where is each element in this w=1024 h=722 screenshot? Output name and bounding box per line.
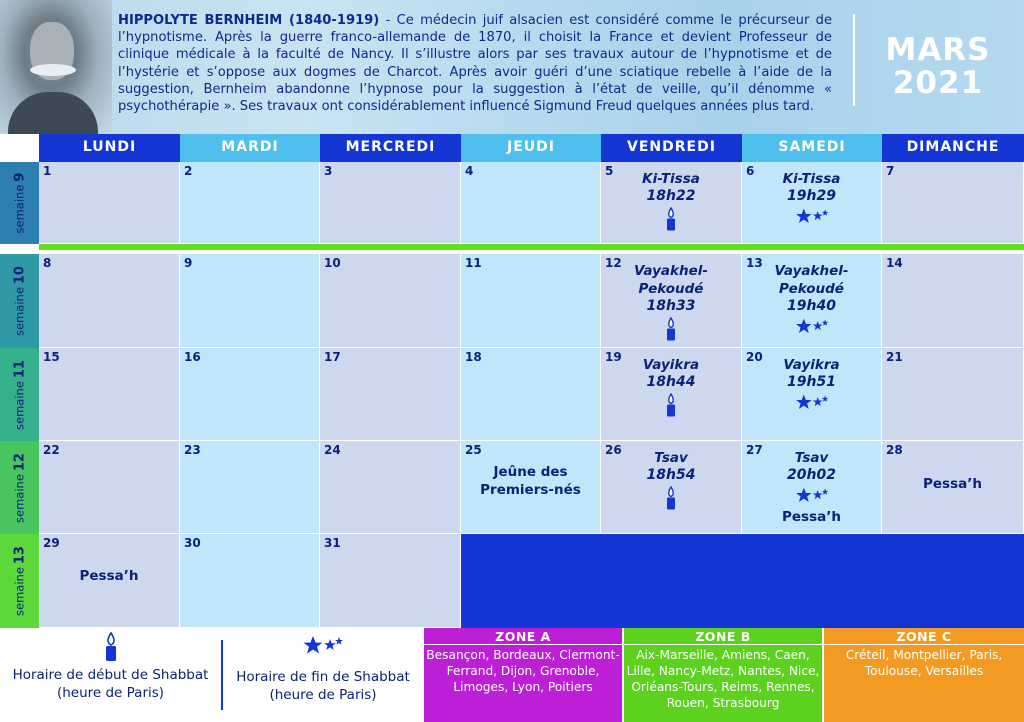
zone-title: ZONE A [424,628,622,645]
month-year: 2021 [892,65,984,101]
day-number: 31 [324,536,341,550]
zone-c [824,628,1024,722]
day-cell-16[interactable] [180,348,320,441]
month-title [864,34,1012,100]
week-label-9 [0,162,39,244]
candle-icon [0,632,221,666]
day-cell-29[interactable] [39,534,180,628]
zone-cities: Aix-Marseille, Amiens, Caen, Lille, Nancy-Metz, Nantes, Nice, Orléans-Tours, Reims, Rennes, Rouen, Strasbourg [626,648,820,710]
holiday-label: Pessa’h [782,509,841,525]
biography-text [118,12,832,115]
shabbat-time: 18h54 [646,467,696,483]
portrait-coat [8,92,98,134]
parasha-name: Tsav [654,450,688,466]
day-number: 27 [746,443,763,457]
parasha-name: Ki-Tissa [782,171,841,187]
day-number: 17 [324,350,341,364]
day-number: 11 [465,256,482,270]
week-label-text [12,453,27,523]
week-number: 9 [12,172,27,182]
week-label-text [12,266,27,336]
month-name: MARS [885,32,991,68]
zone-cities: Créteil, Montpellier, Paris, Toulouse, Versailles [845,648,1003,678]
candle-icon [601,486,741,514]
day-header-lundi: LUNDI [39,134,180,162]
day-number: 6 [746,164,755,178]
day-cell-26[interactable] [601,441,742,534]
day-cell-20[interactable] [742,348,882,441]
day-number: 20 [746,350,763,364]
week-label-text [12,173,27,234]
day-cell-14[interactable] [882,254,1024,348]
day-number: 22 [43,443,60,457]
legend-start-label: Horaire de début de Shabbat [12,667,209,683]
day-number: 23 [184,443,201,457]
day-number: 10 [324,256,341,270]
day-header-jeudi: JEUDI [461,134,601,162]
shabbat-time: 18h22 [646,188,696,204]
day-cell-4[interactable] [461,162,601,244]
day-cell-18[interactable] [461,348,601,441]
parasha-name: Vayakhel- Pekoudé [774,263,849,297]
day-number: 9 [184,256,193,270]
portrait-image [0,0,112,134]
day-cell-12[interactable] [601,254,742,348]
day-number: 18 [465,350,482,364]
week-word: semaine [12,473,26,523]
day-cell-10[interactable] [320,254,461,348]
day-header-mercredi: MERCREDI [320,134,461,162]
holiday-label: Pessa’h [79,568,139,584]
biography-name: HIPPOLYTE BERNHEIM (1840-1919) [118,13,380,28]
shabbat-time: 18h33 [646,298,696,314]
zone-title: ZONE B [624,628,822,645]
day-number: 13 [746,256,763,270]
day-number: 26 [605,443,622,457]
day-header-mardi: MARDI [180,134,320,162]
empty-month-area [461,534,1024,628]
zone-b [624,628,822,722]
day-cell-22[interactable] [39,441,180,534]
parasha-name: Vayakhel- Pekoudé [634,263,708,297]
day-header-vendredi: VENDREDI [601,134,742,162]
day-header-samedi: SAMEDI [742,134,882,162]
week-label-text [12,360,27,430]
legend-end-sub: (heure de Paris) [269,687,377,703]
day-cell-17[interactable] [320,348,461,441]
candle-icon [601,207,741,235]
week-number: 11 [12,359,27,378]
zone-a [424,628,622,722]
day-cell-23[interactable] [180,441,320,534]
day-number: 3 [324,164,333,178]
header-banner [0,0,1024,134]
day-cell-8[interactable] [39,254,180,348]
day-cell-1[interactable] [39,162,180,244]
day-cell-9[interactable] [180,254,320,348]
day-cell-11[interactable] [461,254,601,348]
day-number: 8 [43,256,52,270]
day-number: 2 [184,164,193,178]
day-cell-15[interactable] [39,348,180,441]
stars-icon [742,317,881,339]
shabbat-time: 19h51 [787,374,836,390]
shabbat-time: 19h29 [787,188,836,204]
stars-icon [742,393,881,415]
week-number: 13 [12,546,27,565]
day-cell-7[interactable] [882,162,1024,244]
shabbat-time: 20h02 [787,467,836,483]
zone-cities: Besançon, Bordeaux, Clermont-Ferrand, Dijon, Grenoble, Limoges, Lyon, Poitiers [426,648,620,694]
day-number: 14 [886,256,903,270]
zone-title: ZONE C [824,628,1024,645]
day-number: 25 [465,443,482,457]
day-number: 29 [43,536,60,550]
day-cell-21[interactable] [882,348,1024,441]
day-number: 30 [184,536,201,550]
stars-icon [742,486,881,508]
header-divider [853,14,855,106]
parasha-name: Tsav [794,450,829,466]
candle-icon [601,317,741,345]
day-number: 28 [886,443,903,457]
portrait-mustache [30,64,76,76]
day-header-dimanche: DIMANCHE [882,134,1024,162]
day-cell-25[interactable] [461,441,601,534]
day-number: 12 [605,256,622,270]
week-word: semaine [12,380,26,430]
day-cell-2[interactable] [180,162,320,244]
day-number: 16 [184,350,201,364]
day-cell-13[interactable] [742,254,882,348]
day-number: 15 [43,350,60,364]
day-number: 1 [43,164,52,178]
legend-end [223,630,423,722]
day-cell-24[interactable] [320,441,461,534]
legend-start [0,630,221,722]
candle-icon [601,393,741,421]
parasha-name: Ki-Tissa [642,171,700,187]
week-number: 12 [12,452,27,471]
stars-icon [742,207,881,229]
day-cell-3[interactable] [320,162,461,244]
holiday-label: Pessa’h [923,476,982,492]
day-cell-5[interactable] [601,162,742,244]
biography-body: - Ce médecin juif alsacien est considéré comme le précurseur de l’hypnotisme. Après la guerre franco-allemande de 1870, il choisit la France et devient Professeur de clinique médicale à la faculté de Nancy. Il s’illustre alors par ses travaux autour de l’hypnotisme et de l’hystérie et s’oppose aux dogmes de Charcot. Après avoir guéri d’une sciatique rebelle à l’aide de la suggestion, Bernheim abandonne l’hypnose pour la suggestion à l’état de veille, qu’il dénomme « psychothérapie ». Ses travaux ont considérablement influencé Sigmund Freud quelques années plus tard. [118,13,832,115]
shabbat-time: 19h40 [787,298,836,314]
week-label-12 [0,441,39,534]
week-separator [39,244,1024,250]
week-number: 10 [12,266,27,285]
week-word: semaine [12,287,26,336]
stars-icon [223,634,423,668]
week-word: semaine [12,567,26,616]
day-number: 21 [886,350,903,364]
day-number: 19 [605,350,622,364]
week-label-text [12,546,27,616]
week-label-10 [0,254,39,348]
day-number: 24 [324,443,341,457]
day-cell-31[interactable] [320,534,461,628]
day-cell-30[interactable] [180,534,320,628]
parasha-name: Vayikra [642,357,700,373]
day-cell-19[interactable] [601,348,742,441]
week-label-13 [0,534,39,628]
holiday-label: Jeûne des Premiers-nés [480,464,581,498]
day-cell-28[interactable] [882,441,1024,534]
day-number: 4 [465,164,474,178]
day-cell-27[interactable] [742,441,882,534]
week-word: semaine [12,184,26,234]
day-number: 7 [886,164,895,178]
week-label-11 [0,348,39,441]
day-number: 5 [605,164,614,178]
day-cell-6[interactable] [742,162,882,244]
parasha-name: Vayikra [783,357,840,373]
legend-end-label: Horaire de fin de Shabbat [236,669,410,685]
shabbat-time: 18h44 [646,374,696,390]
legend-start-sub: (heure de Paris) [56,685,165,701]
